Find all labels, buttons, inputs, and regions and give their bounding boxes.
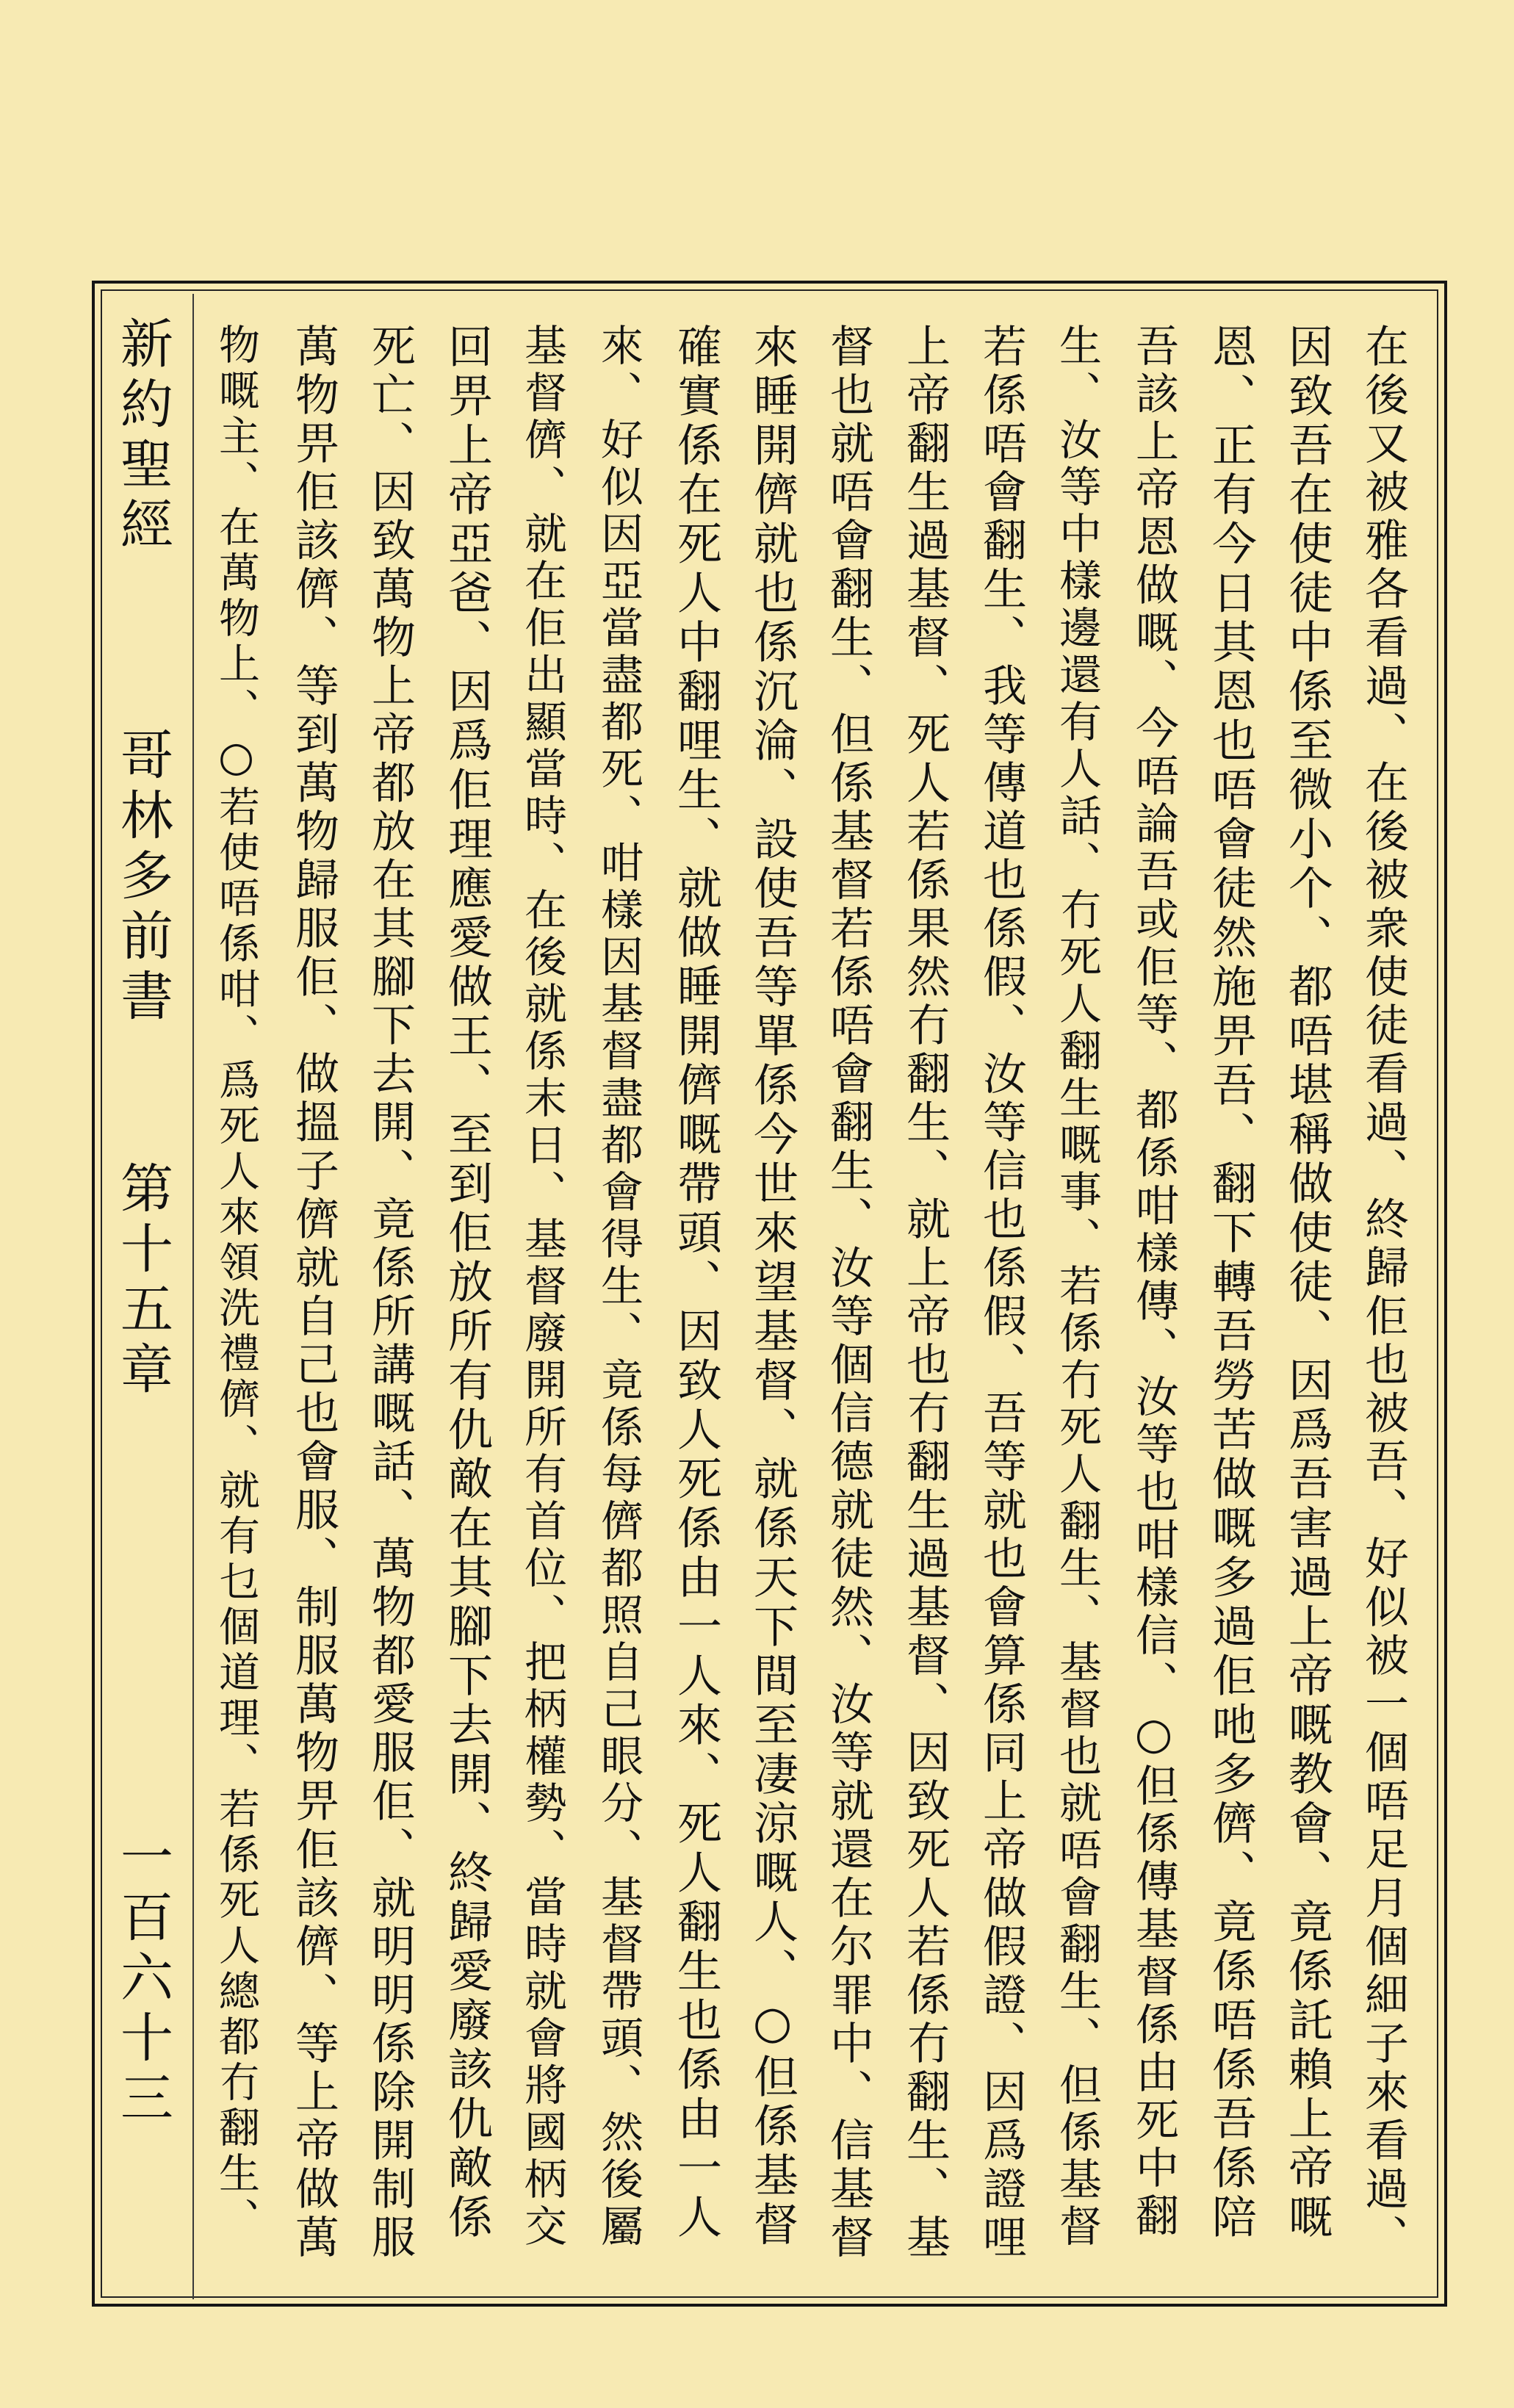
book-name: 哥林多前書 — [112, 727, 173, 1028]
text-column-15: 萬物畀佢該儕、等到萬物歸服佢、做搵子儕就自己也會服、制服萬物畀佢該儕、等上帝做萬 — [288, 323, 339, 2263]
text-column-3: 恩、正有今日其恩也唔會徒然施畀吾、翻下轉吾勞苦做嘅多過佢吔多儕、竟係唔係吾係陪 — [1205, 323, 1257, 2243]
text-column-2: 因致吾在使徒中係至微小个、都唔堪稱做使徒、因爲吾害過上帝嘅教會、竟係託賴上帝嘅 — [1281, 323, 1333, 2243]
text-column-4: 吾該上帝恩做嘅、今唔論吾或佢等、都係咁樣傳、汝等也咁樣信、○但係傳基督係由死中翻 — [1128, 323, 1179, 2241]
text-column-5: 生、汝等中樣邊還有人話、冇死人翻生嘅事、若係冇死人翻生、基督也就唔會翻生、但係基督 — [1052, 323, 1102, 2251]
text-column-7: 上帝翻生過基督、死人若係果然冇翻生、就上帝也冇翻生過基督、因致死人若係冇翻生、基 — [899, 323, 951, 2263]
text-column-6: 若係唔會翻生、我等傳道也係假、汝等信也係假、吾等就也會算係同上帝做假證、因爲證哩 — [976, 323, 1027, 2263]
text-column-8: 督也就唔會翻生、但係基督若係唔會翻生、汝等個信德就徒然、汝等就還在尔罪中、信基督 — [823, 323, 874, 2263]
text-column-11: 來、好似因亞當盡都死、咁樣因基督盡都會得生、竟係每儕都照自己眼分、基督帶頭、然後屬 — [594, 323, 644, 2251]
text-column-16: 物嘅主、在萬物上、○若使唔係咁、爲死人來領洗禮儕、就有乜個道理、若係死人總都冇翻生、 — [212, 323, 260, 2243]
text-column-13: 回畀上帝亞爸、因爲佢理應愛做王、至到佢放所有仇敵在其腳下去開、終歸愛廢該仇敵係 — [441, 323, 493, 2243]
margin-header — [112, 316, 182, 2195]
text-column-9: 來睡開儕就也係沉淪、設使吾等單係今世來望基督、就係天下間至凄涼嘅人、○但係基督 — [746, 323, 799, 2250]
text-column-14: 死亡、因致萬物上帝都放在其腳下去開、竟係所講嘅話、萬物都愛服佢、就明明係除開制服 — [364, 323, 416, 2263]
text-column-10: 確實係在死人中翻哩生、就做睡開儕嘅帶頭、因致人死係由一人來、死人翻生也係由一人 — [670, 323, 722, 2243]
text-column-1: 在後又被雅各看過、在後被衆使徒看過、終歸佢也被吾、好似被一個唔足月個細子來看過、 — [1358, 323, 1409, 2263]
book-title: 新約聖經 — [112, 316, 173, 557]
margin-divider-rule — [192, 294, 194, 2299]
page-number: 一百六十三 — [112, 1829, 173, 2130]
chapter-label: 第十五章 — [112, 1161, 173, 1402]
text-column-12: 基督儕、就在佢出顯當時、在後就係末日、基督廢開所有首位、把柄權勢、當時就會將國柄交 — [517, 323, 567, 2251]
